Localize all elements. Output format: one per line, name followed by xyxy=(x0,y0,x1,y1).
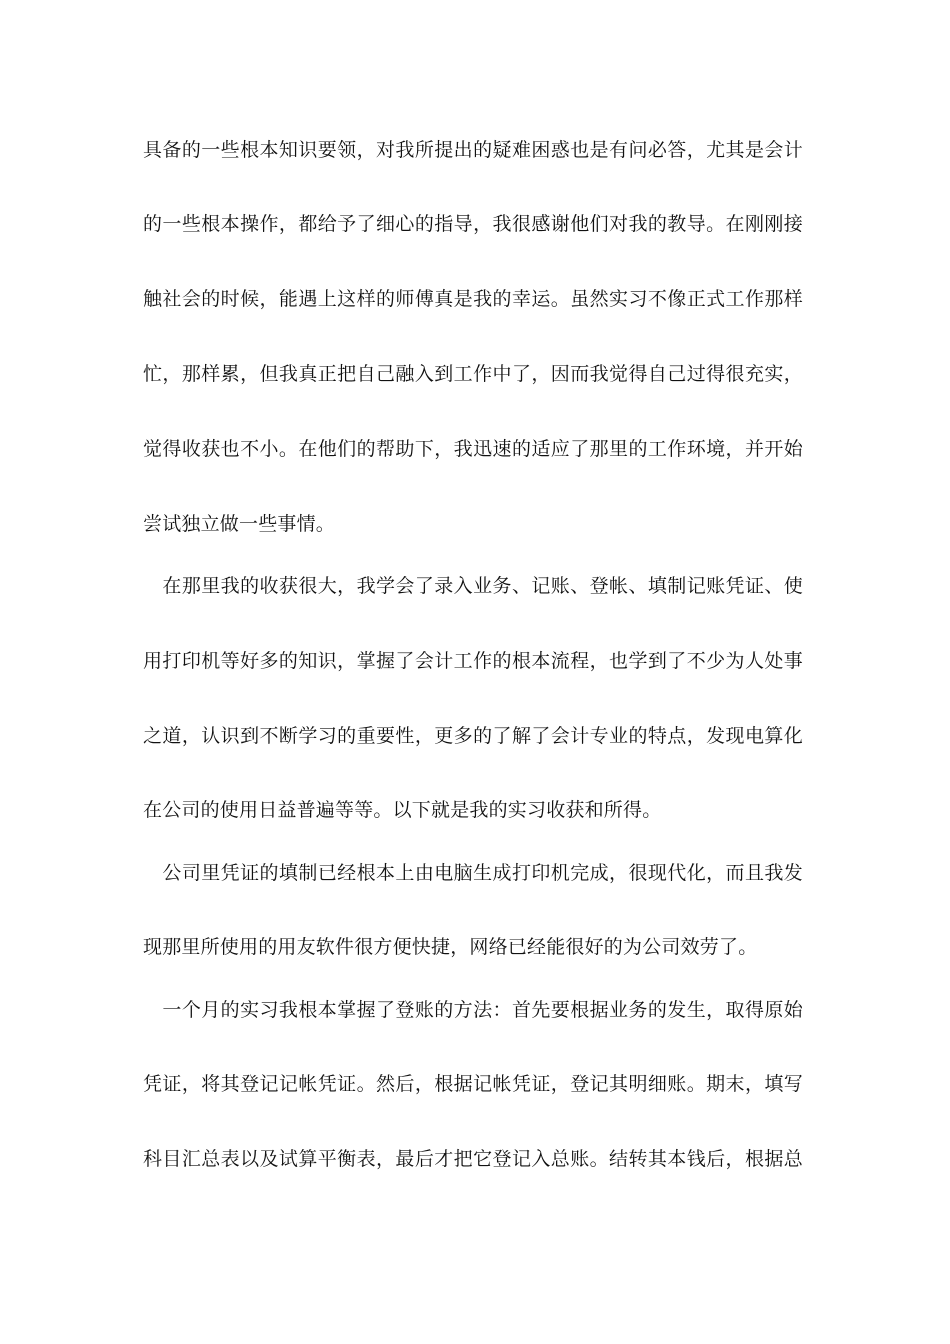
text-line: 之道，认识到不断学习的重要性，更多的了解了会计专业的特点，发现电算化 xyxy=(143,725,803,747)
text-line: 用打印机等好多的知识，掌握了会计工作的根本流程，也学到了不少为人处事 xyxy=(143,650,803,672)
text-line: 触社会的时候，能遇上这样的师傅真是我的幸运。虽然实习不像正式工作那样 xyxy=(143,288,803,310)
text-line: 一个月的实习我根本掌握了登账的方法：首先要根据业务的发生，取得原始 xyxy=(143,999,803,1021)
text-line: 在那里我的收获很大，我学会了录入业务、记账、登帐、填制记账凭证、使 xyxy=(143,575,803,597)
text-line: 的一些根本操作，都给予了细心的指导，我很感谢他们对我的教导。在刚刚接 xyxy=(143,213,803,235)
text-line: 忙，那样累，但我真正把自己融入到工作中了，因而我觉得自己过得很充实， xyxy=(143,363,803,385)
text-line: 凭证，将其登记记帐凭证。然后，根据记帐凭证，登记其明细账。期末，填写 xyxy=(143,1073,803,1095)
text-line: 现那里所使用的用友软件很方便快捷，网络已经能很好的为公司效劳了。 xyxy=(143,936,758,958)
text-line: 具备的一些根本知识要领，对我所提出的疑难困惑也是有问必答，尤其是会计 xyxy=(143,139,803,161)
text-line: 公司里凭证的填制已经根本上由电脑生成打印机完成，很现代化，而且我发 xyxy=(143,862,803,884)
text-line: 觉得收获也不小。在他们的帮助下，我迅速的适应了那里的工作环境，并开始 xyxy=(143,438,803,460)
text-line: 科目汇总表以及试算平衡表，最后才把它登记入总账。结转其本钱后，根据总 xyxy=(143,1148,803,1170)
text-line: 尝试独立做一些事情。 xyxy=(143,513,336,535)
text-line: 在公司的使用日益普遍等等。以下就是我的实习收获和所得。 xyxy=(143,799,662,821)
